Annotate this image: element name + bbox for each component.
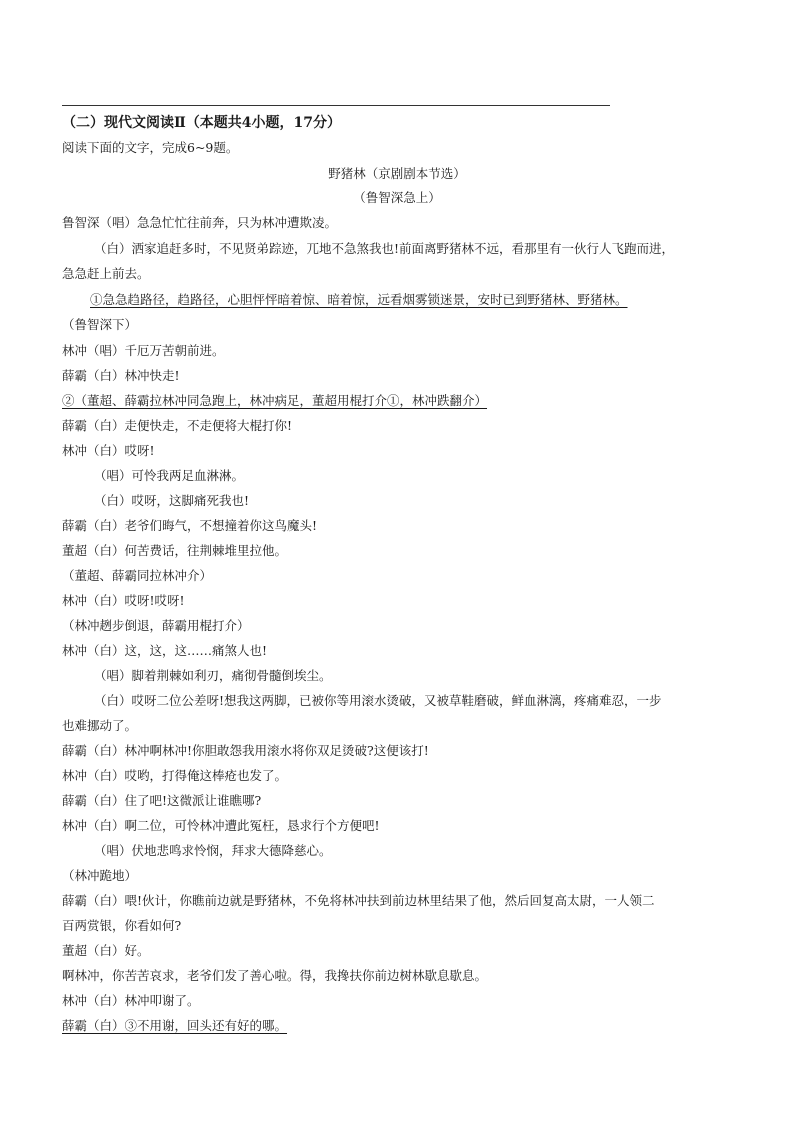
- play-title: 野猪林（京剧剧本节选）: [328, 166, 466, 181]
- script-line-annotated-1: ①急急趋路径，趋路径，心胆怦怦暗着惊、暗着惊，远看烟雾锁迷景，安时已到野猪林、野猪林。: [90, 292, 628, 307]
- script-line: 薛霸（白）走便快走，不走便将大棍打你!: [62, 418, 293, 433]
- stage-direction-top: （鲁智深急上）: [353, 190, 441, 205]
- script-line: 林冲（白）哎哟，打得俺这棒疮也发了。: [62, 768, 288, 783]
- script-line: （董超、薛霸同拉林冲介）: [62, 568, 213, 583]
- script-line-annotated-3: 薛霸（白）③不用谢，回头还有好的哪。: [62, 1018, 288, 1033]
- script-line: 董超（白）何苦费话，往荆棘堆里拉他。: [62, 543, 288, 558]
- script-line: 林冲（白）林冲叩谢了。: [62, 993, 200, 1008]
- script-line: 薛霸（白）林冲快走!: [62, 368, 180, 383]
- script-line: （唱）伏地悲鸣求怜悯，拜求大德降慈心。: [94, 843, 332, 858]
- script-line: 林冲（白）哎呀!哎呀!: [62, 593, 185, 608]
- script-line: 林冲（白）这，这，这……痛煞人也!: [62, 643, 268, 658]
- script-line: （白）洒家追赶多时，不见贤弟踪迹，兀地不急煞我也!前面离野猪林不远，看那里有一伙行人飞跑而进，: [94, 241, 675, 256]
- script-line-annotated-2: ②（董超、薛霸拉林冲同急跑上，林冲病足，董超用棍打介①，林冲跌翻介）: [62, 393, 488, 408]
- script-line: 鲁智深（唱）急急忙忙往前奔，只为林冲遭欺凌。: [62, 215, 338, 230]
- script-line: 也难挪动了。: [62, 718, 138, 733]
- instruction: 阅读下面的文字，完成6~9题。: [62, 140, 239, 155]
- script-line: （鲁智深下）: [62, 317, 138, 332]
- script-line: 董超（白）好。: [62, 943, 150, 958]
- script-line: 薛霸（白）林冲啊林冲!你胆敢怨我用滚水将你双足烫破?这便该打!: [62, 743, 429, 758]
- section-title: （二）现代文阅读Ⅱ（本题共4小题，17分）: [62, 115, 342, 131]
- script-line: 薛霸（白）老爷们晦气，不想撞着你这鸟魔头!: [62, 518, 318, 533]
- script-line: （白）哎呀，这脚痛死我也!: [94, 493, 250, 508]
- script-line: （唱）可怜我两足血淋淋。: [94, 468, 245, 483]
- script-line: 百两赏银，你看如何?: [62, 918, 182, 933]
- script-line: 急急赶上前去。: [62, 266, 150, 281]
- script-line: （唱）脚着荆棘如利刃，痛彻骨髓倒埃尘。: [94, 668, 332, 683]
- script-line: 林冲（白）哎呀!: [62, 443, 155, 458]
- script-line: 林冲（白）啊二位，可怜林冲遭此冤枉，恳求行个方便吧!: [62, 818, 380, 833]
- script-line: （白）哎呀二位公差呀!想我这两脚，已被你等用滚水烫破，又被草鞋磨破，鲜血淋漓，疼痛难忍，一步: [94, 693, 662, 708]
- script-line: 薛霸（白）喂!伙计，你瞧前边就是野猪林，不免将林冲扶到前边林里结果了他，然后回复高太尉，一人领二: [62, 893, 655, 908]
- script-line: （林冲跪地）: [62, 868, 138, 883]
- script-line: 啊林冲，你苦苦哀求，老爷们发了善心啦。得，我搀扶你前边树林歇息歇息。: [62, 968, 488, 983]
- script-line: （林冲趔步倒退，薛霸用棍打介）: [62, 618, 250, 633]
- top-divider: [62, 105, 610, 106]
- script-line: 林冲（唱）千厄万苦朝前进。: [62, 343, 225, 358]
- script-line: 薛霸（白）住了吧!这微派让谁瞧哪?: [62, 793, 262, 808]
